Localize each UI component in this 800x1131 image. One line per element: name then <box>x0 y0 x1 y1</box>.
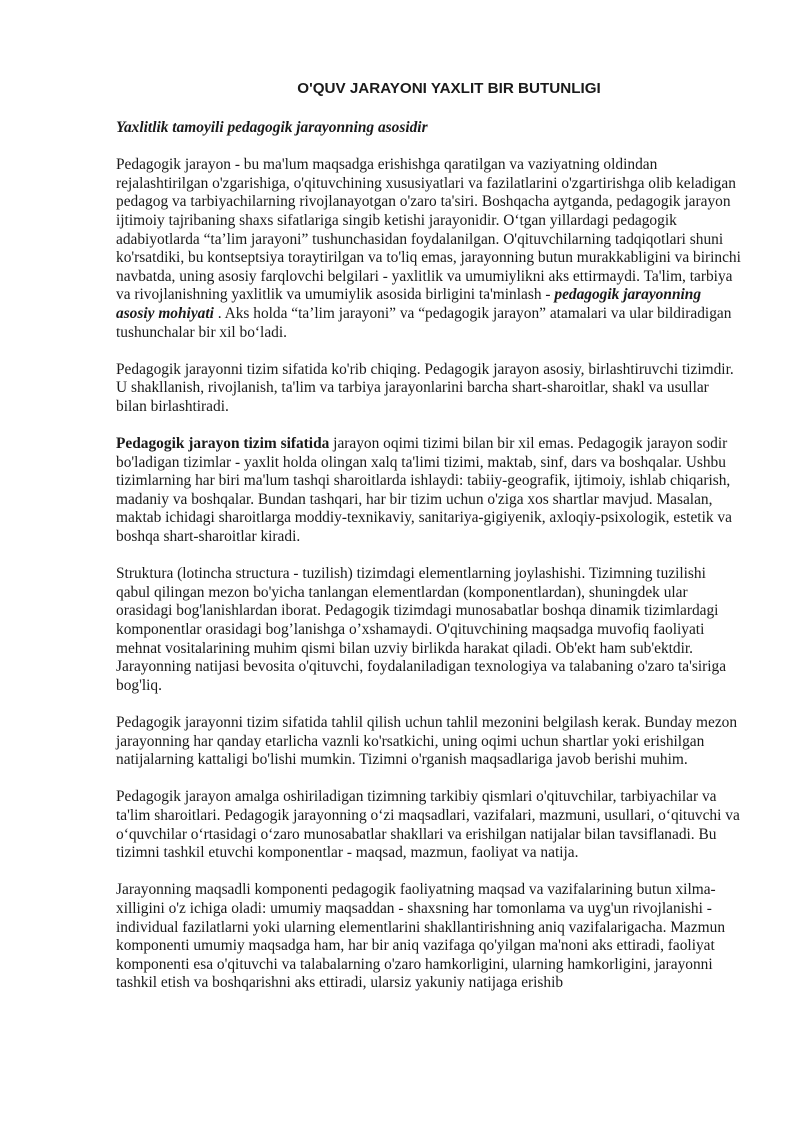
paragraph-1-emphasis: pedagogik jarayonning asosiy mohiyati <box>116 286 702 322</box>
paragraph-1-text-before: Pedagogik jarayon - bu ma'lum maqsadga erishishga qaratilgan va vaziyatning oldindan rejalashtirilgan o'zgarishiga, o'qituvchining xususiyatlari va fazilatlarini o'zgartirishga olib keladigan pedagog va tarbiyachilarning rivojlanayotgan o'zaro ta'siri. Boshqacha aytganda, pedagogik jarayon ijtimoiy tajribaning shaxs sifatlariga singib ketishi jarayonidir. O‘tgan yillardagi pedagogik adabiyotlarda “ta’lim jarayoni” tushunchasidan foydalanilgan. O'qituvchilarning tadqiqotlari shuni ko'rsatdiki, bu kontseptsiya toraytirilgan va to'liq emas, jarayonning butun murakkabligini va birinchi navbatda, uning asosiy farqlovchi belgilari - yaxlitlik va umumiylikni aks ettirmaydi. Ta'lim, tarbiya va rivojlanishning yaxlitlik va umumiylik asosida birligini ta'minlash - <box>116 156 741 304</box>
section-subtitle: Yaxlitlik tamoyili pedagogik jarayonning asosidir <box>116 119 428 136</box>
paragraph-3-text: jarayon oqimi tizimi bilan bir xil emas. Pedagogik jarayon sodir bo'ladigan tizimlar - yaxlit holda olingan xalq ta'limi tizimi, maktab, sinf, dars va boshqalar. Ushbu tizimlarning har biri ma'lum tashqi sharoitlarda ishlaydi: tabiiy-geografik, ijtimoiy, ishlab chiqarish, madaniy va boshqalar. Bundan tashqari, har bir tizim uchun o'ziga xos shartlar mavjud. Masalan, maktab ichidagi sharoitlarga moddiy-texnikaviy, sanitariya-gigiyenik, axloqiy-psixologik, estetik va boshqa shart-sharoitlar kiradi. <box>116 435 732 546</box>
paragraph-2: Pedagogik jarayonni tizim sifatida ko'rib chiqing. Pedagogik jarayon asosiy, birlashtiruvchi tizimdir. U shakllanish, rivojlanish, ta'lim va tarbiya jarayonlarini barcha shart-sharoitlar, shakl va usullar bilan birlashtiradi. <box>116 360 734 415</box>
paragraph-5: Pedagogik jarayonni tizim sifatida tahlil qilish uchun tahlil mezonini belgilash kerak. Bunday mezon jarayonning har qanday etarlicha vaznli ko'rsatkichi, uning oqimi uchun shartlar yoki erishilgan natijalarning kattaligi bo'lishi mumkin. Tizimni o'rganish maqsadlariga javob berishi muhim. <box>116 714 738 769</box>
document-page <box>116 78 742 993</box>
paragraph-4: Struktura (lotincha structura - tuzilish) tizimdagi elementlarning joylashishi. Tizimning tuzilishi qabul qilingan mezon bo'yicha tanlangan elementlardan (komponentlardan), shuningdek ular orasidagi bog'lanishlardan iborat. Pedagogik tizimdagi munosabatlar boshqa dinamik tizimlardagi komponentlar orasidagi bog’lanishga o’xshamaydi. O'qituvchining maqsadga muvofiq faoliyati mehnat vositalarining muhim qismi bilan uzviy birlikda harakat qiladi. Ob'ekt ham sub'ektdir. Jarayonning natijasi bevosita o'qituvchi, foydalaniladigan texnologiya va talabaning o'zaro ta'siriga bog'liq. <box>116 565 727 694</box>
document-title: O'QUV JARAYONI YAXLIT BIR BUTUNLIGI <box>297 80 601 97</box>
paragraph-1-text-after: . Aks holda “ta’lim jarayoni” va “pedagogik jarayon” atamalari va ular bildiradigan tushunchalar bir xil bo‘ladi. <box>116 304 732 341</box>
paragraph-6: Pedagogik jarayon amalga oshiriladigan tizimning tarkibiy qismlari o'qituvchilar, tarbiyachilar va ta'lim sharoitlari. Pedagogik jarayonning o‘zi maqsadlari, vazifalari, mazmuni, usullari, o‘qituvchi va o‘quvchilar o‘rtasidagi o‘zaro munosabatlar shakllari va erishilgan natijalar bilan tavsiflanadi. Bu tizimni tashkil etuvchi komponentlar - maqsad, mazmun, faoliyat va natija. <box>116 788 740 862</box>
paragraph-1 <box>116 156 742 342</box>
paragraph-3-bold-lead: Pedagogik jarayon tizim sifatida <box>116 435 330 453</box>
paragraph-3 <box>116 435 742 547</box>
paragraph-7: Jarayonning maqsadli komponenti pedagogik faoliyatning maqsad va vazifalarining butun xilma-xilligini o'z ichiga oladi: umumiy maqsaddan - shaxsning har tomonlama va uyg'un rivojlanishi - individual fazilatlarni yoki ularning elementlarini shakllantirishning aniq vazifalarigacha. Mazmun komponenti umumiy maqsadga ham, har bir aniq vazifaga qo'yilgan ma'noni aks ettiradi, faoliyat komponenti esa o'qituvchi va talabalarning o'zaro hamkorligini, ularning hamkorligini, jarayonni tashkil etish va boshqarishni aks ettiradi, ularsiz yakuniy natijaga erishib <box>116 881 726 992</box>
